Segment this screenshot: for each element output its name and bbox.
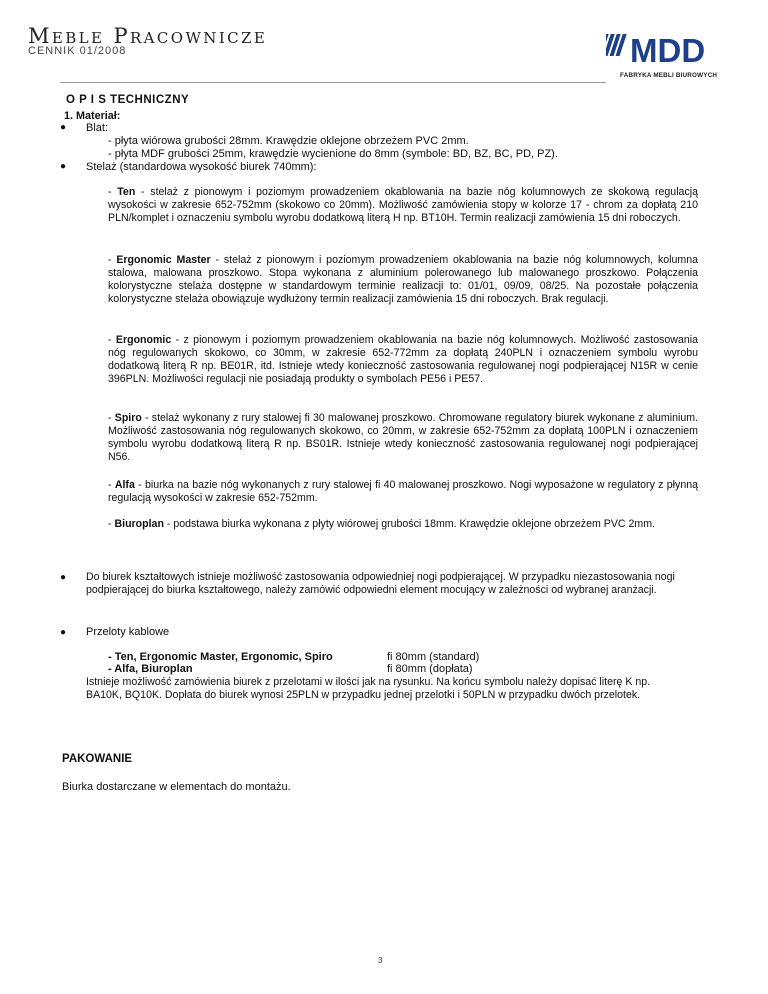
support-leg-note: Do biurek kształtowych istnieje możliwość zastosowania odpowiedniej nogi podpierającej. W przypadku niezastosowania nogi podpierającej do biurka kształtowego, należy zamówić odpowiedni element mocujący w zależności od wybranej aranżacji. [86,571,675,596]
mdd-logo [606,30,718,79]
frame-alfa: - Alfa - biurka na bazie nóg wykonanych z rury stalowej fi 40 malowanej proszkowo. Nogi wyposażone w regulatory z płynną regulacją wysokości w zakresie 652-752mm. [108,479,698,504]
packing-title: PAKOWANIE [62,753,133,765]
frame-name: Spiro [114,412,142,424]
blat-label: Blat: [86,122,109,134]
material-heading: 1. Materiał: [64,110,121,122]
bullet-icon: ● [60,161,67,172]
bullet-icon: ● [60,572,67,583]
frame-name: Biuroplan [114,518,164,530]
frame-biuroplan: - Biuroplan - podstawa biurka wykonana z płyty wiórowej grubości 18mm. Krawędzie oklejone obrzeżem PVC 2mm. [108,518,655,530]
bullet-icon: ● [60,627,67,638]
frame-name: Alfa [114,479,135,491]
frame-ten: - Ten - stelaż z pionowym i poziomym prowadzeniem okablowania na bazie nóg kolumnowych ze skokową regulacją wysokości w zakresie 652-752mm (skokowo co 20mm). Możliwość zamówienia stopy w kolorze 17 - chrom za dopłatą 210 PLN/komplet i oznaczeniu symbolu wyrobu dodatkową literą H np. BT10H. Termin realizacji zamówienia 15 dni roboczych. [108,186,698,224]
logo-text: MDD [630,32,706,69]
frame-spiro: - Spiro - stelaż wykonany z rury stalowej fi 30 malowanej proszkowo. Chromowane regulatory biurek wykonane z aluminium. Możliwość zastosowania nóg regulowanych skokowo, co 20mm, w zakresie 652-752mm za dopłatą 100PLN i oznaczeniem symbolu wyrobu dodatkową literą R np. BS01R. Istnieje wtedy konieczność zastosowania regulowanej nogi podpierającej N56. [108,412,698,463]
packing-text: Biurka dostarczane w elementach do montażu. [62,781,291,793]
brand-title: Meble Pracownicze [28,24,268,48]
stelaz-label: Stelaż (standardowa wysokość biurek 740mm): [86,161,317,173]
cable-models-1: - Ten, Ergonomic Master, Ergonomic, Spiro [108,651,333,663]
frame-name: Ergonomic Master [116,254,211,266]
frame-ergonomic-master: - Ergonomic Master - stelaż z pionowym i poziomym prowadzeniem okablowania na bazie nóg kolumnowych, kolumna stalowa, malowana proszkowo. Stopa wykonana z aluminium polerowanego lub malowanego proszkowo. Połączenia kolorystyczne stelaża dostępne w standardowym terminie realizacji to: 01/01, 09/09, 08/25. Na pozostałe połączenia kolorystyczne stelaża obowiązuje wydłużony termin realizacji zamówienia 15 dni roboczych. Brak regulacji. [108,254,698,305]
section-title: O P I S TECHNICZNY [66,94,190,106]
logo-caption: FABRYKA MEBLI BIUROWYCH [620,72,718,79]
cable-models-2: - Alfa, Biuroplan [108,663,193,675]
header-divider [60,82,606,83]
cable-title: Przeloty kablowe [86,626,170,638]
price-list-subtitle: CENNIK 01/2008 [28,45,127,57]
page-number: 3 [378,956,383,965]
bullet-icon: ● [60,122,67,133]
frame-name: Ten [117,186,136,198]
cable-value-2: fi 80mm (dopłata) [387,663,473,675]
cable-value-1: fi 80mm (standard) [387,651,480,663]
blat-line-1: - płyta wiórowa grubości 28mm. Krawędzie oklejone obrzeżem PVC 2mm. [108,135,469,147]
frame-name: Ergonomic [115,334,172,346]
frame-ergonomic: - Ergonomic - z pionowym i poziomym prowadzeniem okablowania na bazie nóg kolumnowych. Możliwość zastosowania nóg regulowanych skokowo, co 30mm, w zakresie 652-772mm za dopłatą 240PLN i oznaczeniem symbolu wyrobu dodatkową literą R np. BE01R, itd. Istnieje wtedy konieczność zastosowania regulowanej nogi podpierającej N15R w cenie 396PLN. Możliwości regulacji nie posiadają produkty o symbolach PE56 i PE57. [108,334,698,385]
blat-line-2: - płyta MDF grubości 25mm, krawędzie wycienione do 8mm (symbole: BD, BZ, BC, PD, PZ). [108,148,558,160]
logo-stripes-icon [606,30,716,72]
cable-note: Istnieje możliwość zamówienia biurek z przelotami w ilości jak na rysunku. Na końcu symbolu należy dopisać literę K np. BA10K, BQ10K. Dopłata do biurek wynosi 25PLN w przypadku jednej przelotki i 50PLN w przypadku dwóch przelotek. [86,676,651,701]
